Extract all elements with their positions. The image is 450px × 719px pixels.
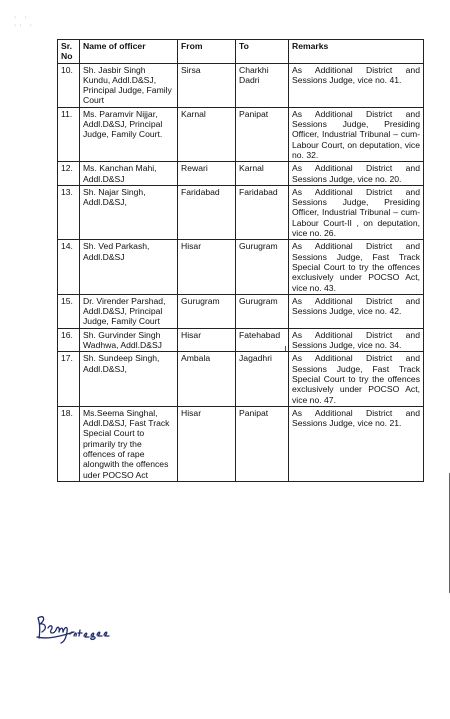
cell-officer-name: Sh. Najar Singh, Addl.D&SJ, xyxy=(80,185,178,239)
table-row xyxy=(58,107,424,161)
cell-from: Rewari xyxy=(178,162,236,186)
table-row xyxy=(58,162,424,186)
cell-remarks: As Additional District and Sessions Judge, vice no. 20. xyxy=(289,162,424,186)
cell-officer-name: Sh. Ved Parkash, Addl.D&SJ xyxy=(80,240,178,294)
cell-remarks: As Additional District and Sessions Judge, vice no. 41. xyxy=(289,63,424,107)
cell-sr-no: 16. xyxy=(58,328,80,352)
cell-officer-name: Sh. Gurvinder Singh Wadhwa, Addl.D&SJ xyxy=(80,328,178,352)
header-from: From xyxy=(178,40,236,64)
cell-remarks: As Additional District and Sessions Judge, Presiding Officer, Industrial Tribunal – cum-Labour Court, on deputation, vice no. 32. xyxy=(289,107,424,161)
cell-sr-no: 15. xyxy=(58,294,80,328)
cell-sr-no: 14. xyxy=(58,240,80,294)
table-row xyxy=(58,406,424,481)
cell-to: Gurugram xyxy=(236,294,289,328)
cell-officer-name: Dr. Virender Parshad, Addl.D&SJ, Principal Judge, Family Court xyxy=(80,294,178,328)
signature-ink xyxy=(37,617,109,643)
cell-from: Faridabad xyxy=(178,185,236,239)
cell-from: Hisar xyxy=(178,406,236,481)
cell-to: Faridabad xyxy=(236,185,289,239)
table-row xyxy=(58,185,424,239)
table-row xyxy=(58,352,424,406)
cell-to: Jagadhri xyxy=(236,352,289,406)
cell-remarks: As Additional District and Sessions Judge, vice no. 34. xyxy=(289,328,424,352)
cell-officer-name: Ms. Kanchan Mahi, Addl.D&SJ xyxy=(80,162,178,186)
table-row xyxy=(58,240,424,294)
scan-mark xyxy=(285,346,286,351)
table-row xyxy=(58,63,424,107)
cell-from: Sirsa xyxy=(178,63,236,107)
cell-to: Charkhi Dadri xyxy=(236,63,289,107)
header-remarks: Remarks xyxy=(289,40,424,64)
cell-from: Hisar xyxy=(178,328,236,352)
cell-sr-no: 18. xyxy=(58,406,80,481)
cell-to: Gurugram xyxy=(236,240,289,294)
header-to: To xyxy=(236,40,289,64)
cell-to: Panipat xyxy=(236,107,289,161)
cell-sr-no: 12. xyxy=(58,162,80,186)
header-sr-no: Sr. No xyxy=(58,40,80,64)
cell-officer-name: Sh. Jasbir Singh Kundu, Addl.D&SJ, Principal Judge, Family Court xyxy=(80,63,178,107)
cell-remarks: As Additional District and Sessions Judge, vice no. 21. xyxy=(289,406,424,481)
scan-specks: · · ·· · xyxy=(14,14,35,29)
cell-officer-name: Ms.Seema Singhal, Addl.D&SJ, Fast Track Special Court to primarily try the offences of rape alongwith the offences uder POCSO Act xyxy=(80,406,178,481)
cell-remarks: As Additional District and Sessions Judge, Fast Track Special Court to try the offences exclusively under POCSO Act, vice no. 43. xyxy=(289,240,424,294)
transfer-table xyxy=(57,39,424,482)
cell-remarks: As Additional District and Sessions Judge, Fast Track Special Court to try the offences exclusively under POCSO Act, vice no. 47. xyxy=(289,352,424,406)
cell-sr-no: 13. xyxy=(58,185,80,239)
cell-officer-name: Ms. Paramvir Nijjar, Addl.D&SJ, Principal Judge, Family Court. xyxy=(80,107,178,161)
cell-to: Panipat xyxy=(236,406,289,481)
cell-remarks: As Additional District and Sessions Judge, vice no. 42. xyxy=(289,294,424,328)
table-row xyxy=(58,328,424,352)
cell-to: Fatehabad xyxy=(236,328,289,352)
handwritten-signature xyxy=(34,610,124,646)
cell-sr-no: 11. xyxy=(58,107,80,161)
cell-from: Ambala xyxy=(178,352,236,406)
cell-officer-name: Sh. Sundeep Singh, Addl.D&SJ, xyxy=(80,352,178,406)
header-name-of-officer: Name of officer xyxy=(80,40,178,64)
cell-remarks: As Additional District and Sessions Judge, Presiding Officer, Industrial Tribunal – cum-Labour Court-II , on deputation, vice no. 26. xyxy=(289,185,424,239)
cell-sr-no: 10. xyxy=(58,63,80,107)
cell-to: Karnal xyxy=(236,162,289,186)
cell-sr-no: 17. xyxy=(58,352,80,406)
cell-from: Karnal xyxy=(178,107,236,161)
table-header-row xyxy=(58,40,424,64)
cell-from: Gurugram xyxy=(178,294,236,328)
cell-from: Hisar xyxy=(178,240,236,294)
table-row xyxy=(58,294,424,328)
